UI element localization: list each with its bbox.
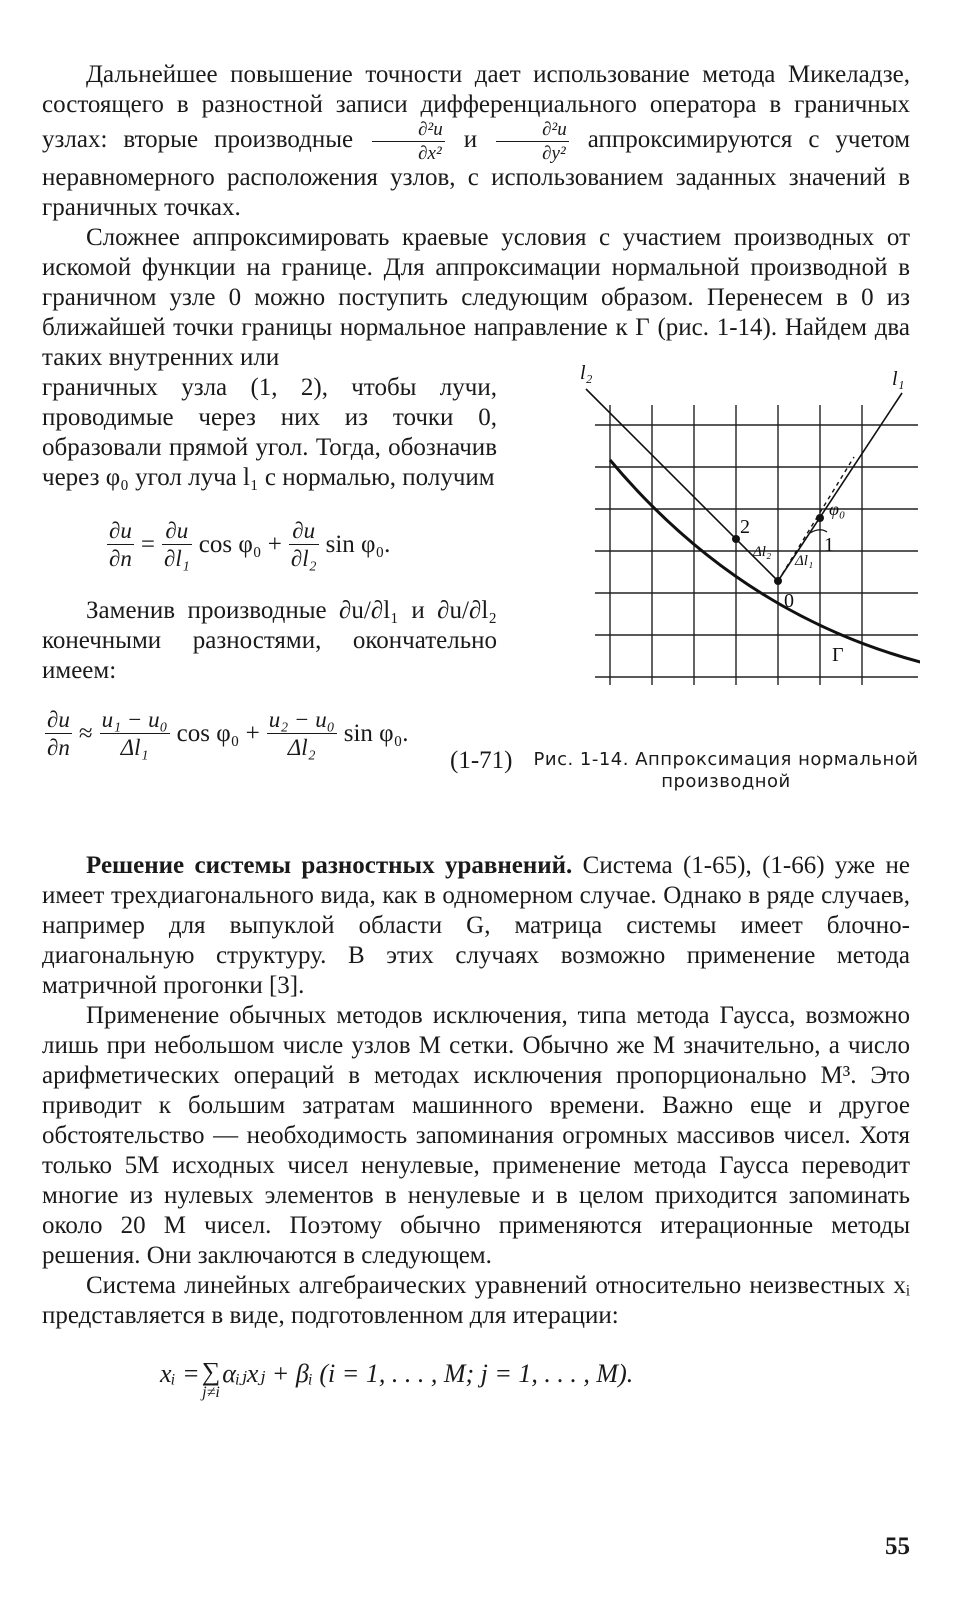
sin-term: sin φ₀. — [343, 720, 409, 747]
formula-lhs: xᵢ = — [160, 1359, 200, 1388]
section-heading: Решение системы разностных уравнений. — [86, 852, 573, 879]
angle-arc — [810, 530, 827, 533]
d2u-dx2-fraction — [372, 120, 445, 163]
frac-num: ∂u — [109, 518, 132, 543]
du-dl2-fraction — [289, 519, 319, 570]
page-body — [42, 60, 919, 1401]
cos-term: cos φ₀ + — [198, 531, 282, 558]
frac-num: ∂u — [289, 519, 319, 545]
diff-quotient-1 — [100, 708, 170, 759]
frac-den: ∂n — [47, 735, 70, 760]
sum-limit: j≠i — [202, 1384, 220, 1401]
frac-num: ∂²u — [372, 120, 445, 142]
paragraph-1-text-a: Дальнейшее повышение точности дает использование метода Микеладзе, состоящего в разностной записи дифференциального оператора в граничных узлах: вторые производные — [42, 61, 910, 154]
grid-diagram — [540, 345, 920, 695]
equals-sign: = — [140, 531, 155, 558]
and-word: и — [463, 126, 478, 154]
cos-term: cos φ₀ + — [176, 720, 260, 747]
paragraph-6: Применение обычных методов исключения, типа метода Гаусса, возможно лишь при небольшом числе узлов M сетки. Обычно же M значительно, а число арифметических операций в методах исключения пропорционально M³. Это приводит к большим затратам машинного времени. Важно еще и другое обстоятельство — необходимость запоминания огромных массивов чисел. Хотя только 5M исходных чисел ненулевые, применение метода Гаусса переводит многие из нулевых элементов в ненулевые и в целом приходится запоминать около 20 M чисел. Поэтому обычно применяются итерационные методы решения. Они заключаются в следующем. — [42, 1002, 910, 1269]
equation-derivative — [104, 519, 497, 570]
label-node-0: 0 — [784, 590, 794, 612]
sigma: ∑ — [201, 1357, 221, 1386]
frac-num: u₁ − u₀ — [101, 707, 168, 732]
frac-num: ∂u — [47, 707, 70, 732]
d2u-dy2-fraction — [496, 120, 569, 163]
frac-num: ∂²u — [496, 120, 569, 142]
label-node-2: 2 — [740, 516, 750, 538]
frac-den: ∂y² — [542, 143, 566, 164]
label-l2: l₂ — [580, 362, 593, 384]
frac-num: ∂u — [162, 519, 192, 545]
figure-caption: Рис. 1-14. Аппроксимация нормальной производной — [533, 749, 919, 792]
paragraph-5-text: Система (1-65), (1-66) уже не имеет трехдиагонального вида, как в одномерном случае. Однако в ряде случаев, например для выпуклой области G, матрица системы имеет блочно-диагональную структуру. В этих случаях возможно применение метода матричной прогонки [3]. — [42, 852, 910, 999]
label-dl1: Δl₁ — [795, 553, 814, 569]
ray-l2 — [586, 389, 778, 581]
figure-section — [42, 362, 919, 843]
paragraph-1 — [42, 60, 910, 223]
iteration-formula — [160, 1359, 910, 1401]
label-gamma: Г — [832, 644, 844, 666]
paragraph-3: граничных узла (1, 2), чтобы лучи, проводимые через них из точки 0, образовали прямой угол. Тогда, обозначив через φ₀ угол луча l₁ с нормалью, получим — [42, 374, 497, 491]
node-2-dot — [732, 535, 740, 543]
node-0-dot — [774, 577, 782, 585]
paragraph-7: Система линейных алгебраических уравнений относительно неизвестных xᵢ представляется в виде, подготовленном для итерации: — [42, 1272, 910, 1329]
node-1-dot — [816, 514, 824, 522]
frac-num: u₂ − u₀ — [268, 707, 335, 732]
sin-term: sin φ₀. — [325, 531, 391, 558]
boundary-curve — [610, 460, 920, 663]
frac-den: Δl₂ — [287, 735, 316, 760]
label-l1: l₁ — [892, 368, 905, 390]
frac-den: ∂n — [109, 546, 132, 571]
equation-approx — [42, 708, 497, 759]
figure-1-14 — [540, 345, 920, 700]
du-dn-fraction — [45, 708, 72, 759]
approx-sign: ≈ — [78, 720, 93, 747]
diff-quotient-2 — [267, 708, 337, 759]
formula-rhs: αᵢⱼxⱼ + βᵢ (i = 1, . . . , M; j = 1, . . . , M). — [222, 1359, 634, 1388]
left-column — [42, 373, 497, 759]
frac-den: ∂x² — [418, 143, 442, 164]
label-dl2: Δl₂ — [753, 544, 772, 560]
frac-den: Δl₁ — [120, 735, 149, 760]
frac-den: ∂l₂ — [290, 546, 317, 571]
page-number: 55 — [885, 1533, 910, 1560]
sum-symbol — [202, 1359, 221, 1401]
paragraph-2: Сложнее аппроксимировать краевые условия с участием производных от искомой функции на границе. Для аппроксимации нормальной производной в граничном узле 0 можно поступить следующим образом. Перенесем в 0 из ближайшей точки границы нормальное направление к Г (рис. 1-14). Найдем два таких внутренних или — [42, 224, 910, 371]
du-dn-fraction — [107, 519, 134, 570]
du-dl1-fraction — [162, 519, 192, 570]
label-node-1: 1 — [824, 534, 834, 556]
equation-number: (1-71) — [450, 747, 513, 774]
frac-den: ∂l₁ — [163, 546, 190, 571]
paragraph-4: Заменив производные ∂u/∂l₁ и ∂u/∂l₂ конечными разностями, окончательно имеем: — [42, 597, 497, 684]
label-phi: φ₀ — [829, 499, 846, 519]
paragraph-1-text-b: аппроксимируются с учетом неравномерного расположения узлов, с использованием заданных значений в граничных точках. — [42, 126, 911, 221]
paragraph-5 — [42, 851, 910, 1001]
